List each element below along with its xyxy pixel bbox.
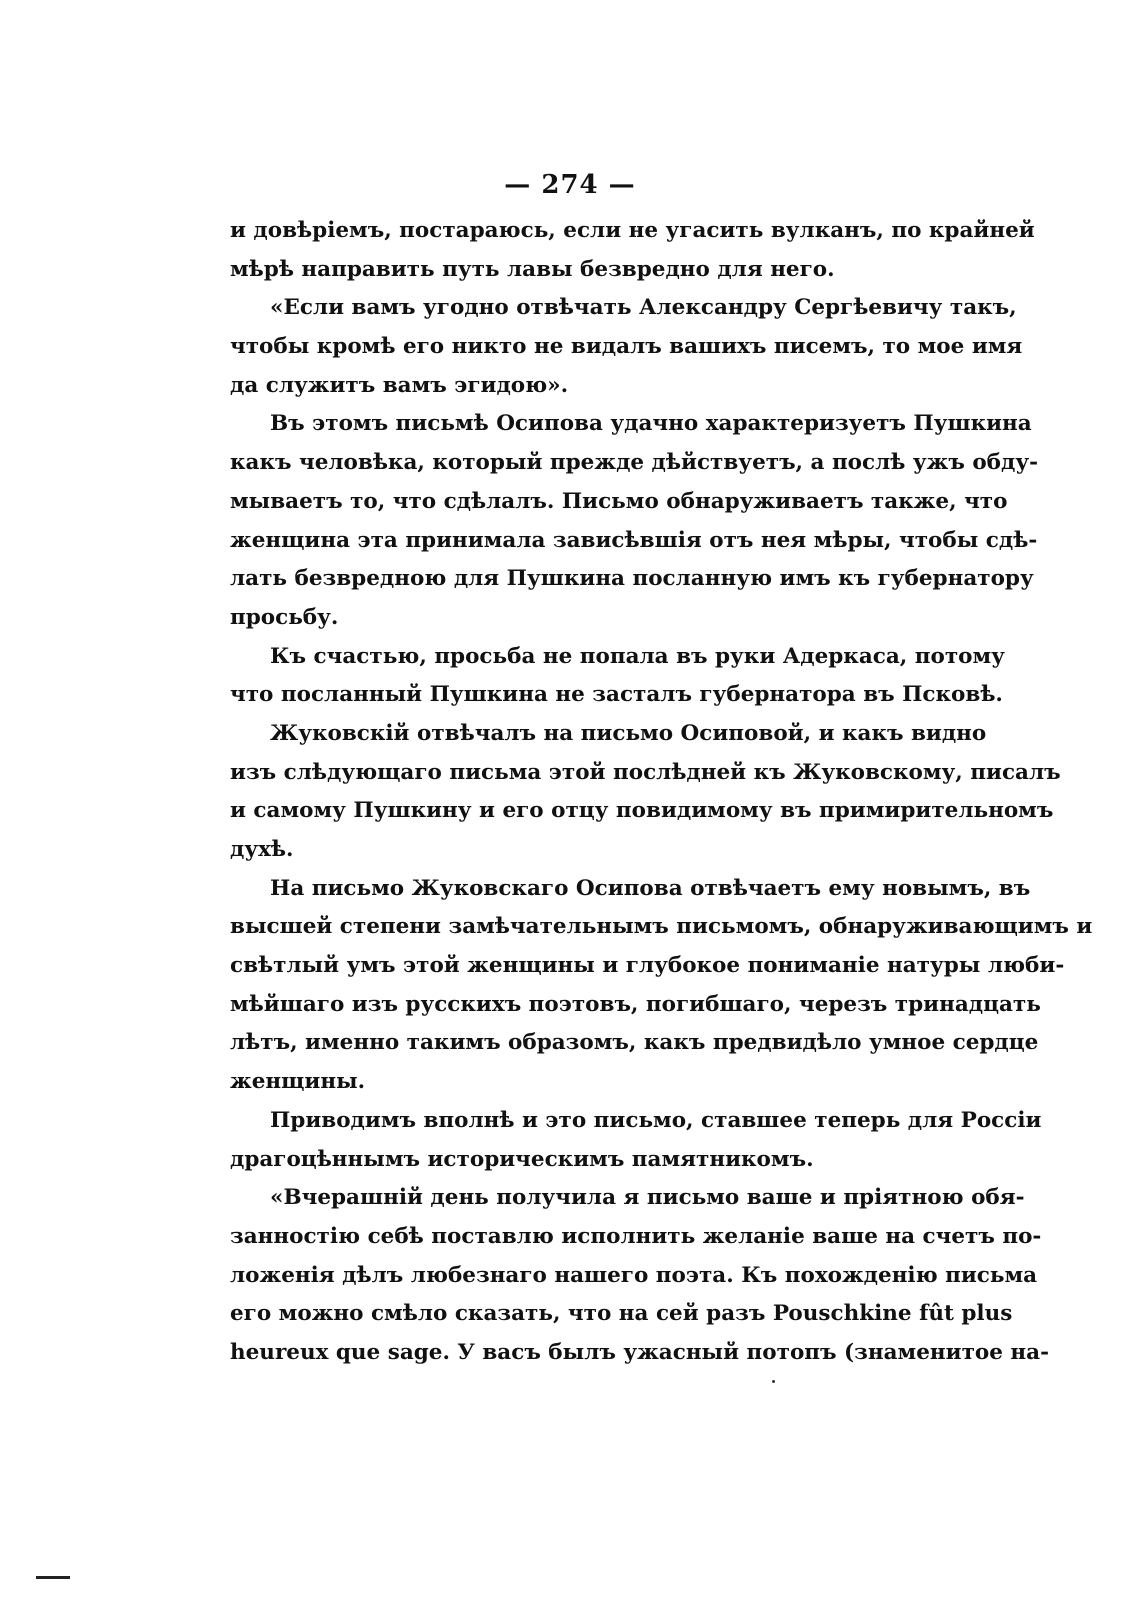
text-line: Жуковскій отвѣчалъ на письмо Осиповой, и какъ видно	[270, 720, 987, 746]
text-line: да служитъ вамъ эгидою».	[230, 372, 569, 398]
body-text	[230, 212, 1093, 1373]
text-line: какъ человѣка, который прежде дѣйствуетъ, а послѣ ужъ обду-	[230, 450, 1039, 476]
text-line: его можно смѣло сказать, что на сей разъ Pouschkine fût plus	[230, 1301, 1013, 1327]
text-line: мѣйшаго изъ русскихъ поэтовъ, погибшаго, черезъ тринадцать	[230, 991, 1041, 1017]
text-line: чтобы кромѣ его никто не видалъ вашихъ писемъ, то мое имя	[230, 334, 1023, 360]
text-line: и самому Пушкину и его отцу повидимому въ примирительномъ	[230, 798, 1054, 824]
ink-speck	[772, 1380, 775, 1383]
text-line: женщины.	[230, 1069, 366, 1095]
text-line: Въ этомъ письмѣ Осипова удачно характеризуетъ Пушкина	[270, 411, 1032, 437]
text-line: Приводимъ вполнѣ и это письмо, ставшее теперь для Россіи	[270, 1107, 1042, 1133]
text-line: ложенія дѣлъ любезнаго нашего поэта. Къ похожденію письма	[230, 1262, 1038, 1288]
text-line: женщина эта принимала зависѣвшія отъ нея мѣры, чтобы сдѣ-	[230, 527, 1038, 553]
text-line: мываетъ то, что сдѣлалъ. Письмо обнаруживаетъ также, что	[230, 488, 1008, 514]
text-line: «Вчерашній день получила я письмо ваше и пріятною обя-	[270, 1185, 1025, 1211]
text-line: лѣтъ, именно такимъ образомъ, какъ предвидѣло умное сердце	[230, 1030, 1039, 1056]
text-line: и довѣріемъ, постараюсь, если не угасить вулканъ, по крайней	[230, 218, 1035, 243]
text-line: На письмо Жуковскаго Осипова отвѣчаетъ ему новымъ, въ	[270, 875, 1031, 901]
text-line: свѣтлый умъ этой женщины и глубокое пониманіе натуры люби-	[230, 953, 1065, 979]
text-line: занностію себѣ поставлю исполнить желаніе ваше на счетъ по-	[230, 1223, 1042, 1249]
text-line: что посланный Пушкина не засталъ губернатора въ Псковѣ.	[230, 682, 1003, 708]
page-number: — 274 —	[504, 170, 636, 200]
text-line: драгоцѣннымъ историческимъ памятникомъ.	[230, 1146, 814, 1172]
text-line: изъ слѣдующаго письма этой послѣдней къ Жуковскому, писалъ	[230, 759, 1061, 785]
text-line: духѣ.	[230, 837, 294, 862]
text-line: «Если вамъ угодно отвѣчать Александру Сергѣевичу такъ,	[270, 295, 1017, 321]
text-line: просьбу.	[230, 604, 339, 630]
text-line: heureux que sage. У васъ былъ ужасный потопъ (знаменитое на-	[230, 1339, 1050, 1365]
text-line: лать безвредною для Пушкина посланную имъ къ губернатору	[230, 566, 1034, 592]
text-line: Къ счастью, просьба не попала въ руки Адеркаса, потому	[270, 643, 1005, 669]
text-line: мѣрѣ направить путь лавы безвредно для него.	[230, 256, 835, 282]
text-line: высшей степени замѣчательнымъ письмомъ, обнаруживающимъ и	[230, 914, 1093, 940]
scan-edge-mark	[36, 1576, 70, 1579]
